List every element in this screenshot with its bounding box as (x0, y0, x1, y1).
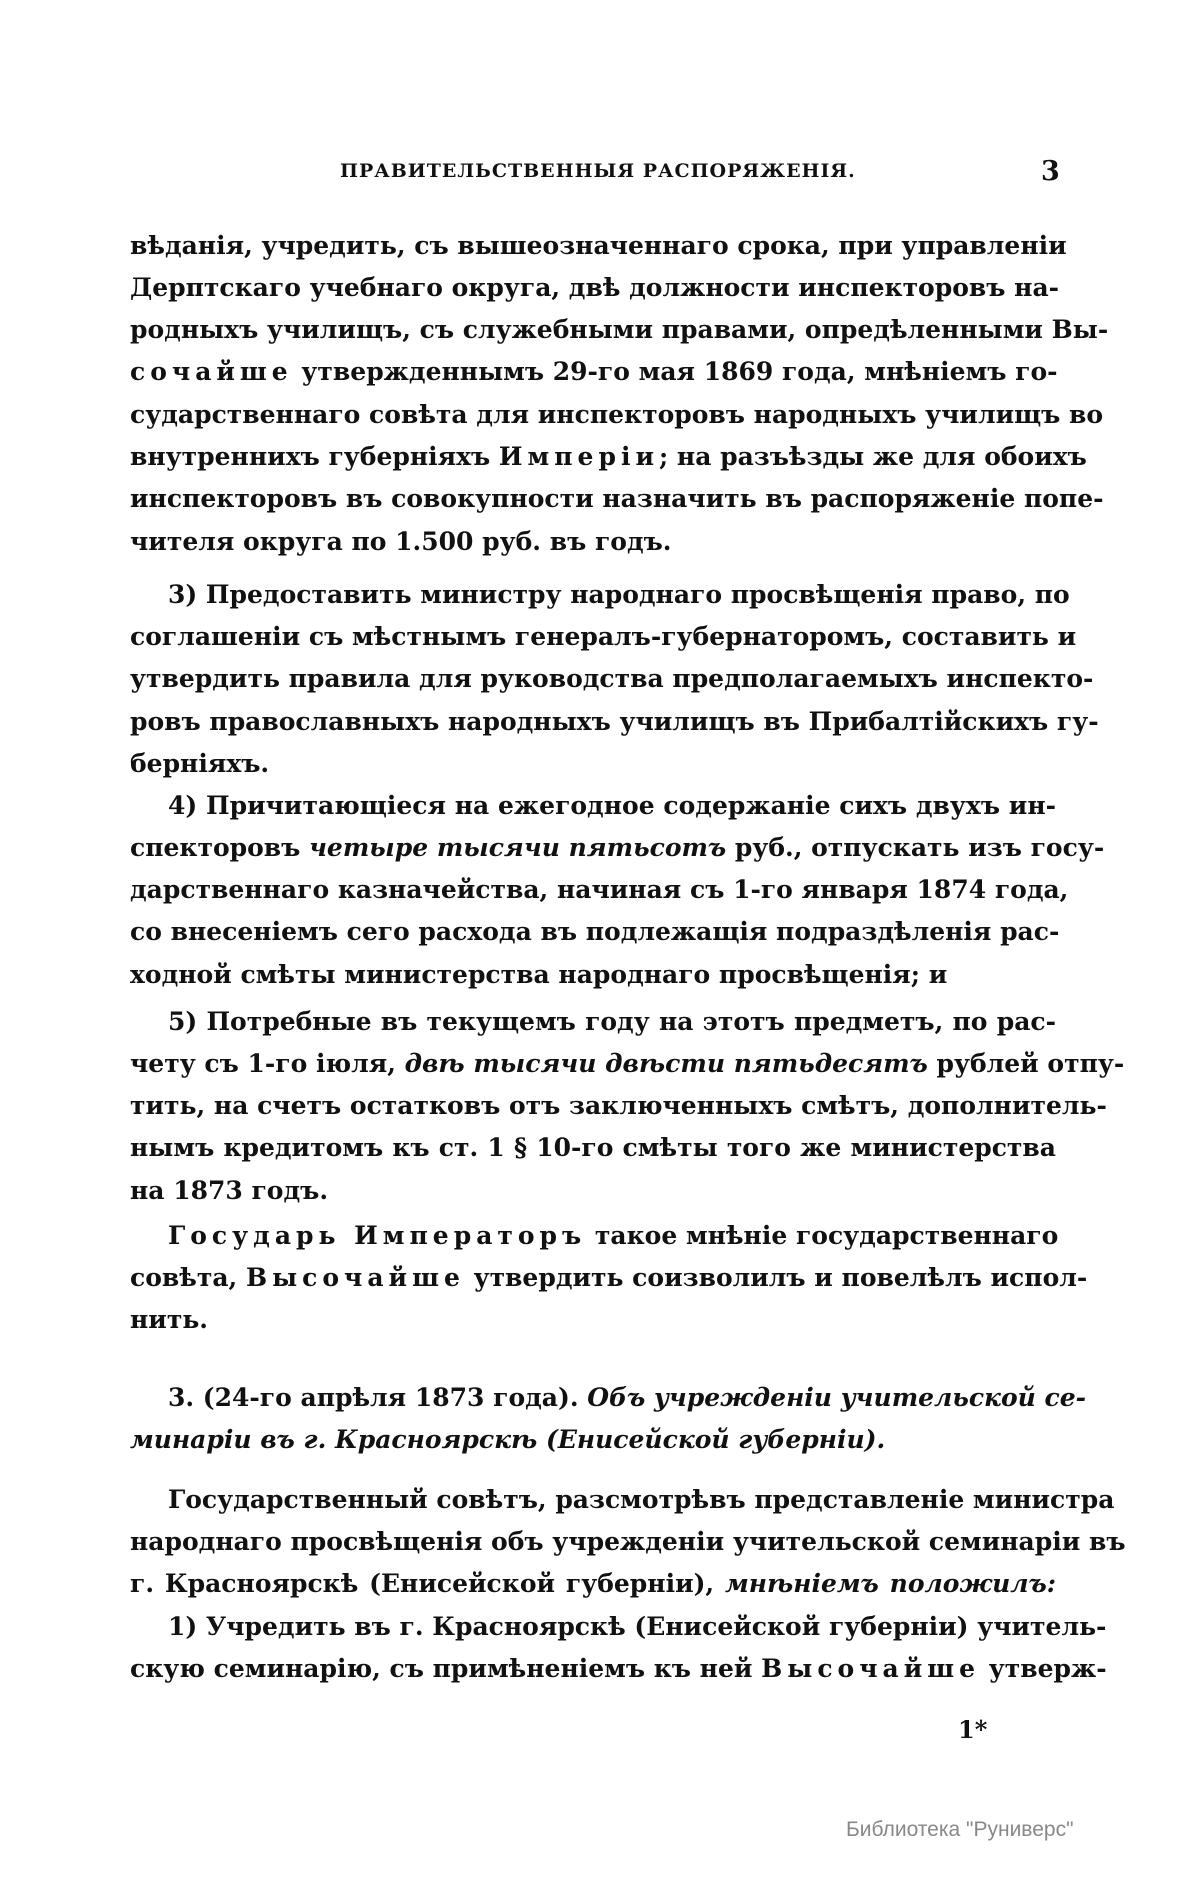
text-segment: Дерптскаго учебнаго округа, двѣ должности инспекторовъ на- (130, 273, 1060, 302)
text-line (130, 399, 1104, 431)
italic-text: четыре тысячи пятьсотъ (309, 833, 727, 862)
text-line (130, 1262, 1088, 1294)
text-line (130, 663, 1094, 695)
text-segment: скую семинарію, съ примѣненіемъ къ ней (130, 1654, 762, 1683)
text-segment: внутреннихъ губерніяхъ (130, 442, 499, 471)
text-line (130, 441, 1087, 473)
text-segment: Государственный совѣтъ, разсмотрѣвъ представленіе министра (168, 1485, 1115, 1514)
text-segment: совѣта, (130, 1263, 246, 1292)
text-segment: вѣданія, учредить, съ вышеозначеннаго срока, при управленіи (130, 231, 1067, 260)
text-segment: ; на разъѣзды же для обоихъ (658, 442, 1087, 471)
page-number: 3 (1041, 156, 1060, 187)
text-line (130, 1048, 1125, 1080)
text-segment: утвердить правила для руководства предполагаемыхъ инспекто- (130, 664, 1094, 693)
text-segment: чету съ 1-го іюля, (130, 1049, 405, 1078)
text-line (168, 1611, 1107, 1643)
text-line (130, 483, 1104, 515)
text-segment: ходной смѣты министерства народнаго просвѣщенія; и (130, 960, 948, 989)
text-line (130, 1653, 1107, 1685)
text-segment: 1) Учредить въ г. Красноярскѣ (Енисейской губерніи) учитель- (168, 1612, 1107, 1641)
spaced-text: сочайше (130, 357, 293, 386)
italic-text: Объ учрежденіи учительской се- (587, 1383, 1087, 1412)
text-line (130, 1304, 1056, 1336)
text-line (168, 579, 1070, 611)
text-line (130, 1090, 1107, 1122)
text-segment: 4) Причитающіеся на ежегодное содержаніе сихъ двухъ ин- (168, 791, 1056, 820)
text-segment: нить. (130, 1305, 209, 1334)
text-segment: соглашеніи съ мѣстнымъ генералъ-губернаторомъ, составить и (130, 622, 1077, 651)
spaced-text: Высочайше (245, 1263, 465, 1292)
text-segment: такое мнѣніе государственнаго (586, 1221, 1059, 1250)
text-segment: чителя округа по 1.500 руб. въ годъ. (130, 527, 672, 556)
text-segment: рублей отпу- (927, 1049, 1125, 1078)
text-segment: утверж- (980, 1654, 1107, 1683)
text-segment: дарственнаго казначейства, начиная съ 1-го января 1874 года, (130, 875, 1069, 904)
italic-text: двѣ тысячи двѣсти пятьдесятъ (404, 1049, 928, 1078)
text-line (130, 916, 1060, 948)
text-segment: утвердить соизволилъ и повелѣлъ испол- (464, 1263, 1088, 1292)
text-line (130, 230, 1067, 262)
text-segment: утвержденнымъ 29-го мая 1869 года, мнѣніемъ го- (292, 357, 1058, 386)
text-line (130, 356, 1056, 388)
text-segment: 5) Потребные въ текущемъ году на этотъ предметъ, по рас- (168, 1007, 1056, 1036)
italic-text: мнѣніемъ положилъ: (725, 1569, 1057, 1598)
text-segment: сударственнаго совѣта для инспекторовъ народныхъ училищъ во (130, 400, 1104, 429)
text-line (168, 1220, 1059, 1252)
text-line (130, 748, 1056, 780)
text-segment: руб., отпускать изъ госу- (726, 833, 1105, 862)
text-line (130, 706, 1099, 738)
text-segment: родныхъ училищъ, съ служебными правами, опредѣленными Вы- (130, 315, 1109, 344)
text-segment: тить, на счетъ остатковъ отъ заключенныхъ смѣтъ, дополнитель- (130, 1091, 1107, 1120)
text-line (130, 1424, 1056, 1456)
text-line (130, 314, 1109, 346)
italic-text: минаріи въ г. Красноярскѣ (Енисейской губерніи). (130, 1425, 886, 1454)
spaced-text: Высочайше (761, 1654, 981, 1683)
text-segment: на 1873 годъ. (130, 1176, 329, 1205)
text-segment: спекторовъ (130, 833, 310, 862)
text-segment: инспекторовъ въ совокупности назначить въ распоряженіе попе- (130, 484, 1104, 513)
text-line (130, 832, 1105, 864)
text-line (130, 621, 1077, 653)
spaced-text: Государь Императоръ (168, 1221, 587, 1250)
text-line (168, 1484, 1115, 1516)
library-watermark: Библиотека "Руниверс" (846, 1818, 1074, 1841)
text-segment: нымъ кредитомъ къ ст. 1 § 10-го смѣты того же министерства (130, 1133, 1056, 1162)
text-line (130, 1132, 1056, 1164)
text-line (130, 526, 1056, 558)
text-line (130, 1568, 1056, 1600)
text-line (130, 874, 1069, 906)
signature-mark: 1* (958, 1715, 988, 1744)
text-line (130, 959, 1056, 991)
text-line (130, 1526, 1126, 1558)
text-line (168, 790, 1056, 822)
text-segment: народнаго просвѣщенія объ учрежденіи учительской семинаріи въ (130, 1527, 1126, 1556)
text-segment: со внесеніемъ сего расхода въ подлежащія подраздѣленія рас- (130, 917, 1060, 946)
text-line (130, 272, 1060, 304)
text-line (130, 1175, 1056, 1207)
text-segment: 3) Предоставить министру народнаго просвѣщенія право, по (168, 580, 1070, 609)
text-line (168, 1006, 1056, 1038)
text-line (168, 1382, 1087, 1414)
spaced-text: Имперіи (498, 442, 659, 471)
running-title: ПРАВИТЕЛЬСТВЕННЫЯ РАСПОРЯЖЕНІЯ. (340, 160, 856, 182)
text-segment: 3. (24-го апрѣля 1873 года). (168, 1383, 588, 1412)
text-segment: берніяхъ. (130, 749, 270, 778)
text-segment: г. Красноярскѣ (Енисейской губерніи), (130, 1569, 725, 1598)
text-segment: ровъ православныхъ народныхъ училищъ въ Прибалтійскихъ гу- (130, 707, 1099, 736)
